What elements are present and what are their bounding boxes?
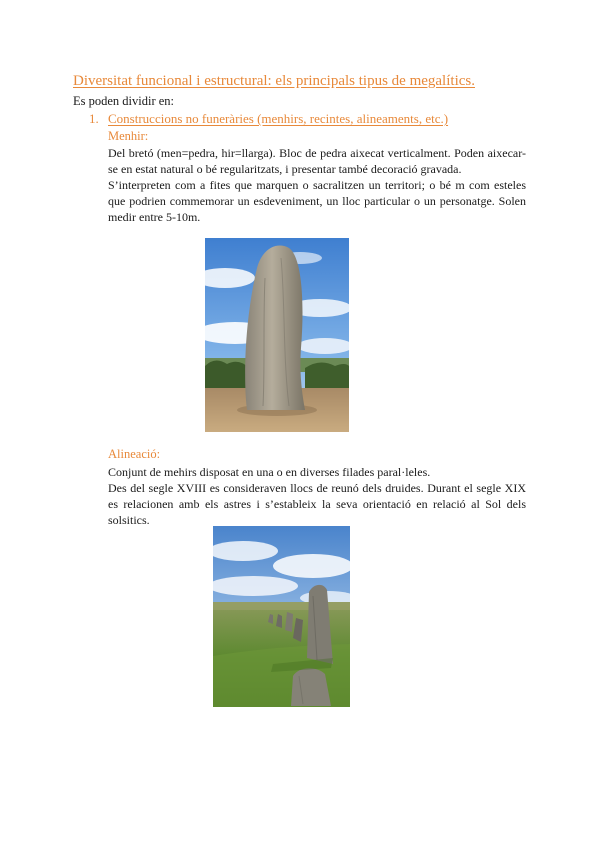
alignment-photo (213, 526, 350, 707)
section-heading: Diversitat funcional i estructural: els principals tipus de megalítics. (73, 73, 475, 89)
alineacio-paragraph-1: Conjunt de mehirs disposat en una o en diverses filades paral·leles. (108, 465, 431, 479)
menhir-photo (205, 238, 349, 432)
alineacio-paragraph-2: Des del segle XVIII es consideraven llocs de reunó dels druides. Durant el segle XIX es relacionen amb els astres i s’estableix la seva orientació en relació al Sol dels solsitics. (108, 481, 526, 527)
intro-text: Es poden dividir en: (73, 94, 175, 108)
list-item (89, 111, 448, 127)
list-item-text: Construccions no funeràries (menhirs, recintes, alineaments, etc.) (108, 111, 449, 126)
alineacio-subheading: Alineació: (108, 447, 161, 461)
menhir-subheading: Menhir: (108, 129, 149, 143)
menhir-paragraph-2: S’interpreten com a fites que marquen o sacralitzen un territori; o bé m com esteles que podrien commemorar un esdeveniment, un lloc particular o un personatge. Solen medir entre 5-10m. (108, 178, 526, 224)
menhir-paragraph-1: Del bretó (men=pedra, hir=llarga). Bloc de pedra aixecat verticalment. Poden aixecar-se en estat natural o bé regularitzats, i presentar també decoració gravada. (108, 146, 526, 176)
list-number: 1. (89, 111, 99, 126)
